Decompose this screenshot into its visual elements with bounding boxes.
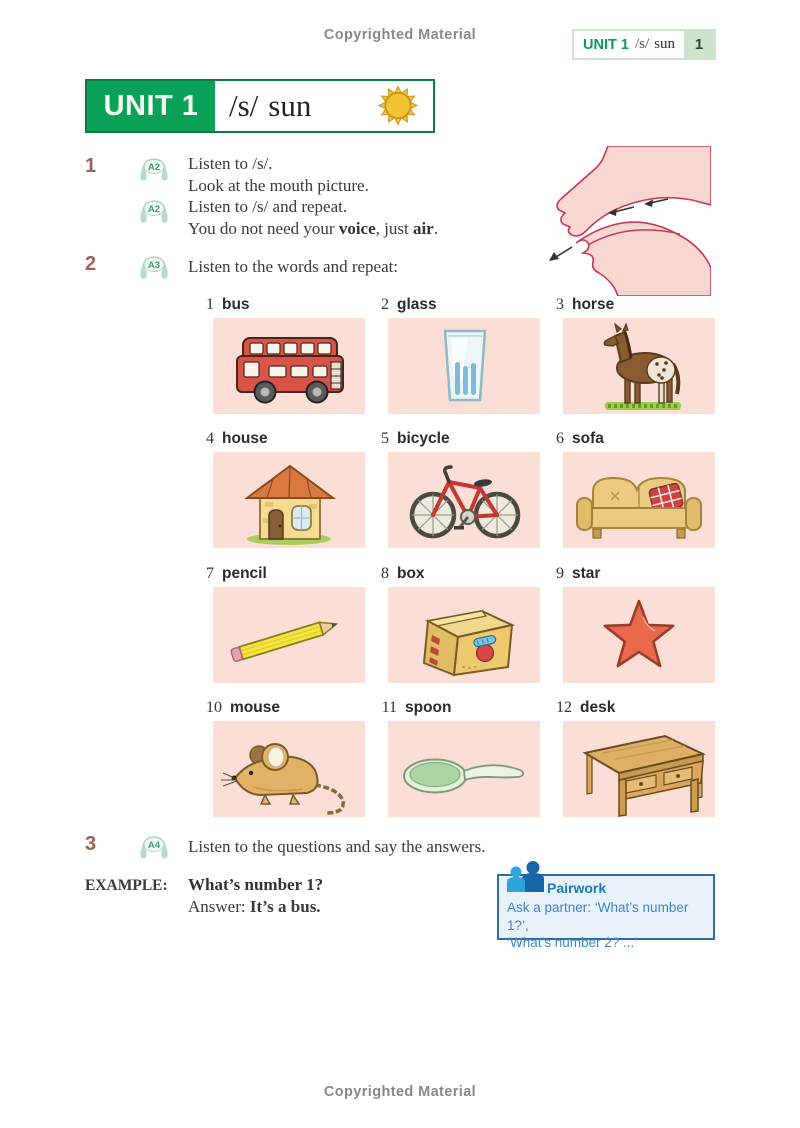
sun-icon <box>373 81 423 131</box>
track-label: A3 <box>147 260 161 271</box>
track-label: A2 <box>147 162 161 173</box>
pairwork-line: ‘What’s number 2? ...’ <box>507 935 638 950</box>
word-label: star <box>572 565 601 582</box>
copyright-notice-bottom: Copyrighted Material <box>323 1084 477 1100</box>
pairwork-box <box>497 874 715 950</box>
unit-word: sun <box>268 88 312 123</box>
word-label: bicycle <box>397 430 450 447</box>
header-sound: /s/ <box>634 36 650 52</box>
word-item-horse <box>550 296 715 414</box>
word-number: 7 <box>206 565 214 582</box>
exercise-3-instruction: Listen to the questions and say the answers. <box>188 837 486 856</box>
word-item-star <box>550 565 715 683</box>
copyright-notice-top: Copyrighted Material <box>323 27 477 43</box>
word-number: 1 <box>206 296 214 313</box>
word-item-box <box>375 565 540 683</box>
word-label: box <box>397 565 425 582</box>
word-label: sofa <box>572 430 604 447</box>
track-label: A4 <box>147 840 161 851</box>
word-number: 11 <box>381 699 397 716</box>
word-label: glass <box>397 296 437 313</box>
exercise-1-text <box>188 153 518 239</box>
exercise-1-number: 1 <box>85 155 97 177</box>
pencil-illustration <box>213 587 365 683</box>
unit-label: UNIT 1 <box>87 81 215 131</box>
word-number: 2 <box>381 296 389 313</box>
word-item-pencil <box>200 565 365 683</box>
word-item-sofa <box>550 430 715 548</box>
word-label: spoon <box>405 699 452 716</box>
mouse-illustration <box>213 721 365 817</box>
word-label: horse <box>572 296 615 313</box>
word-item-mouse <box>200 699 365 817</box>
pairwork-instructions <box>507 899 709 952</box>
bus-illustration <box>213 318 365 414</box>
word-number: 5 <box>381 430 389 447</box>
star-illustration <box>563 587 715 683</box>
instruction-line: Look at the mouth picture. <box>188 175 369 195</box>
instruction-line: Listen to /s/ and repeat. <box>188 197 348 216</box>
word-label: pencil <box>222 565 267 582</box>
exercise-2-number: 2 <box>85 253 97 275</box>
desk-illustration <box>563 721 715 817</box>
word-number: 9 <box>556 565 564 582</box>
word-item-house <box>200 430 365 548</box>
glass-illustration <box>388 318 540 414</box>
word-number: 6 <box>556 430 564 447</box>
word-label: mouse <box>230 699 280 716</box>
word-item-bus <box>200 296 365 414</box>
pairwork-title: Pairwork <box>547 880 607 896</box>
unit-sound: /s/ <box>229 88 259 123</box>
pairwork-line: Ask a partner: ‘What’s number 1?’, <box>507 900 689 933</box>
example-question: What’s number 1? <box>188 875 324 894</box>
audio-track-icon <box>138 156 170 188</box>
instruction-line: You do not need your voice, just air. <box>188 218 438 238</box>
word-item-desk <box>550 699 715 817</box>
unit-sound-word <box>215 81 373 131</box>
mouth-diagram <box>516 146 711 301</box>
word-number: 12 <box>556 699 572 716</box>
word-item-glass <box>375 296 540 414</box>
spoon-illustration <box>388 721 540 817</box>
sofa-illustration <box>563 452 715 548</box>
instruction-line: Listen to /s/. <box>188 154 273 173</box>
word-label: bus <box>222 296 250 313</box>
unit-title-banner <box>85 79 435 133</box>
audio-track-icon <box>138 834 170 866</box>
word-item-bicycle <box>375 430 540 548</box>
word-label: house <box>222 430 268 447</box>
header-unit-title <box>574 31 684 58</box>
box-illustration <box>388 587 540 683</box>
page-number: 1 <box>694 36 704 53</box>
track-label: A2 <box>147 204 161 215</box>
word-number: 4 <box>206 430 214 447</box>
pairwork-people-icon <box>505 860 547 897</box>
header-unit-label: UNIT 1 <box>583 36 629 53</box>
word-number: 8 <box>381 565 389 582</box>
horse-illustration <box>563 318 715 414</box>
audio-track-icon <box>138 198 170 230</box>
page-header-badge <box>572 29 716 60</box>
exercise-2-instruction: Listen to the words and repeat: <box>188 257 399 276</box>
house-illustration <box>213 452 365 548</box>
header-word: sun <box>654 36 675 52</box>
exercise-3-number: 3 <box>85 833 97 855</box>
word-item-spoon <box>375 699 540 817</box>
example-label: EXAMPLE: <box>85 877 168 894</box>
word-number: 3 <box>556 296 564 313</box>
word-number: 10 <box>206 699 222 716</box>
word-label: desk <box>580 699 616 716</box>
example-answer: Answer: It’s a bus. <box>188 897 321 916</box>
bicycle-illustration <box>388 452 540 548</box>
audio-track-icon <box>138 254 170 286</box>
